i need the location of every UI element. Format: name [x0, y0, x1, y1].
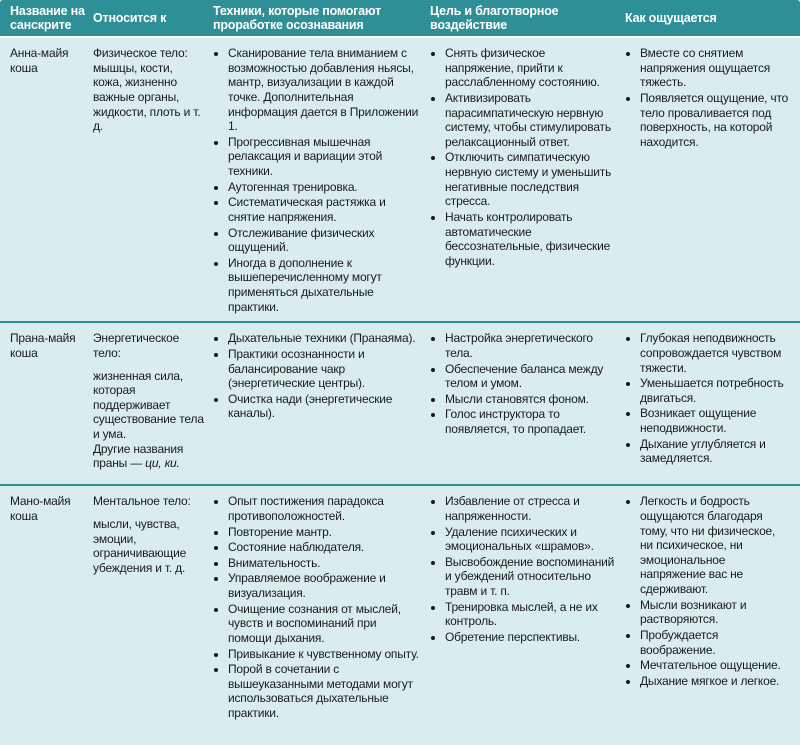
table-header	[0, 0, 800, 38]
italic-term: ци, ки.	[145, 456, 180, 471]
kosha-name: Мано-майя коша	[10, 494, 71, 523]
kosha-name: Анна-майя коша	[10, 46, 69, 75]
goal-item: • Избавление от стресса и напряженности.	[445, 494, 616, 523]
goal-item: • Обеспечение баланса между телом и умом.	[445, 362, 616, 391]
goals-list	[430, 494, 616, 644]
technique-item: • Отслеживание физических ощущений.	[228, 226, 421, 255]
feelings-list	[625, 46, 791, 149]
goal-item: • Голос инструктора то появляется, то пропадает.	[445, 407, 616, 436]
techniques-list	[213, 331, 421, 421]
relates-to-cell	[93, 486, 213, 581]
relates-to-cell	[93, 38, 213, 140]
kosha-name: Прана-майя коша	[10, 331, 76, 360]
goal-item: • Удаление психических и эмоциональных «шрамов».	[445, 525, 616, 554]
feeling-item: • Дыхание мягкое и легкое.	[640, 674, 791, 689]
technique-item: • Повторение мантр.	[228, 525, 421, 540]
techniques-list	[213, 494, 421, 720]
technique-item: • Сканирование тела вниманием с возможностью добавления ньясы, мантр, визуализации в каждой точке. Дополнительная информация дается в Приложении 1.	[228, 46, 421, 134]
feelings-list	[625, 331, 791, 466]
technique-item: • Практики осознанности и балансирование чакр (энергетические центры).	[228, 347, 421, 391]
column-header-goal: Цель и благотворное воздействие	[430, 4, 559, 33]
column-header-relates-to: Относится к	[93, 11, 167, 26]
technique-item: • Систематическая растяжка и снятие напряжения.	[228, 195, 421, 224]
techniques-cell	[213, 323, 430, 428]
technique-item: • Порой в сочетании с вышеуказанными методами могут использоваться дыхательные практики.	[228, 662, 421, 721]
techniques-cell	[213, 486, 430, 727]
technique-item: • Управляемое воображение и визуализация.	[228, 571, 421, 600]
goal-item: • Высвобождение воспоминаний и убеждений относительно травм и т. п.	[445, 555, 616, 599]
feeling-item: • Появляется ощущение, что тело проваливается под поверхность, на которой находится.	[640, 91, 791, 150]
feelings-list	[625, 494, 791, 688]
goal-item: • Начать контролировать автоматические бессознательные, физические функции.	[445, 210, 616, 269]
relates-to-paragraph: мысли, чувства, эмоции, ограничивающие убеждения и т. д.	[93, 516, 187, 575]
technique-item: • Состояние наблюдателя.	[228, 540, 421, 555]
goal-item: • Обретение перспективы.	[445, 630, 616, 645]
feeling-item: • Возникает ощущение неподвижности.	[640, 406, 791, 435]
goal-item: • Тренировка мыслей, а не их контроль.	[445, 600, 616, 629]
techniques-list	[213, 46, 421, 314]
technique-item: • Очистка нади (энергетические каналы).	[228, 392, 421, 421]
goal-item: • Отключить симпатическую нервную систему и уменьшить негативные последствия стресса.	[445, 150, 616, 209]
feelings-cell	[625, 38, 800, 156]
relates-to-cell	[93, 323, 213, 477]
goals-list	[430, 46, 616, 268]
techniques-cell	[213, 38, 430, 321]
feeling-item: • Вместе со снятием напряжения ощущается тяжесть.	[640, 46, 791, 90]
goal-item: • Активизировать парасимпатическую нервную систему, чтобы стимулировать релаксационный ответ.	[445, 91, 616, 150]
relates-to-title: Энергетическое тело:	[93, 331, 180, 360]
column-header-sanskrit-name: Название на санскрите	[10, 4, 85, 33]
technique-item: • Внимательность.	[228, 556, 421, 571]
table-row	[0, 323, 800, 486]
feeling-item: • Мечтательное ощущение.	[640, 658, 791, 673]
relates-to-paragraph: Физическое тело: мышцы, кости, кожа, жизненно важные органы, жидкости, плоть и т. д.	[93, 46, 201, 134]
relates-to-paragraph: жизненная сила, которая поддерживает существование тела и ума.	[93, 368, 204, 441]
feeling-item: • Глубокая неподвижность сопровождается чувством тяжести.	[640, 331, 791, 375]
column-header-feelings: Как ощущается	[625, 11, 717, 26]
feelings-cell	[625, 323, 800, 473]
technique-item: • Очищение сознания от мыслей, чувств и воспоминаний при помощи дыхания.	[228, 602, 421, 646]
feeling-item: • Мысли возникают и растворяются.	[640, 598, 791, 627]
table-body	[0, 38, 800, 745]
goal-item: • Настройка энергетического тела.	[445, 331, 616, 360]
relates-to-paragraph: Другие названия праны — ци, ки.	[93, 441, 184, 471]
goal-item: • Мысли становятся фоном.	[445, 392, 616, 407]
technique-item: • Дыхательные техники (Пранаяма).	[228, 331, 421, 346]
feelings-cell	[625, 486, 800, 695]
goals-cell	[430, 38, 625, 275]
technique-item: • Привыкание к чувственному опыту.	[228, 647, 421, 662]
technique-item: • Прогрессивная мышечная релаксация и вариации этой техники.	[228, 135, 421, 179]
feeling-item: • Уменьшается потребность двигаться.	[640, 376, 791, 405]
feeling-item: • Легкость и бодрость ощущаются благодаря тому, что ни физическое, ни психическое, ни эмоциональное напряжение вас не сдерживают.	[640, 494, 791, 596]
technique-item: • Аутогенная тренировка.	[228, 180, 421, 195]
feeling-item: • Дыхание углубляется и замедляется.	[640, 437, 791, 466]
goals-cell	[430, 486, 625, 651]
relates-to-title: Ментальное тело:	[93, 494, 191, 509]
column-header-techniques: Техники, которые помогают проработке осознавания	[213, 4, 381, 33]
table-row	[0, 38, 800, 323]
goal-item: • Снять физическое напряжение, прийти к расслабленному состоянию.	[445, 46, 616, 90]
goals-cell	[430, 323, 625, 443]
goals-list	[430, 331, 616, 436]
feeling-item: • Пробуждается воображение.	[640, 628, 791, 657]
table-row	[0, 486, 800, 745]
technique-item: • Иногда в дополнение к вышеперечисленному могут применяться дыхательные практики.	[228, 256, 421, 315]
technique-item: • Опыт постижения парадокса противоположностей.	[228, 494, 421, 523]
